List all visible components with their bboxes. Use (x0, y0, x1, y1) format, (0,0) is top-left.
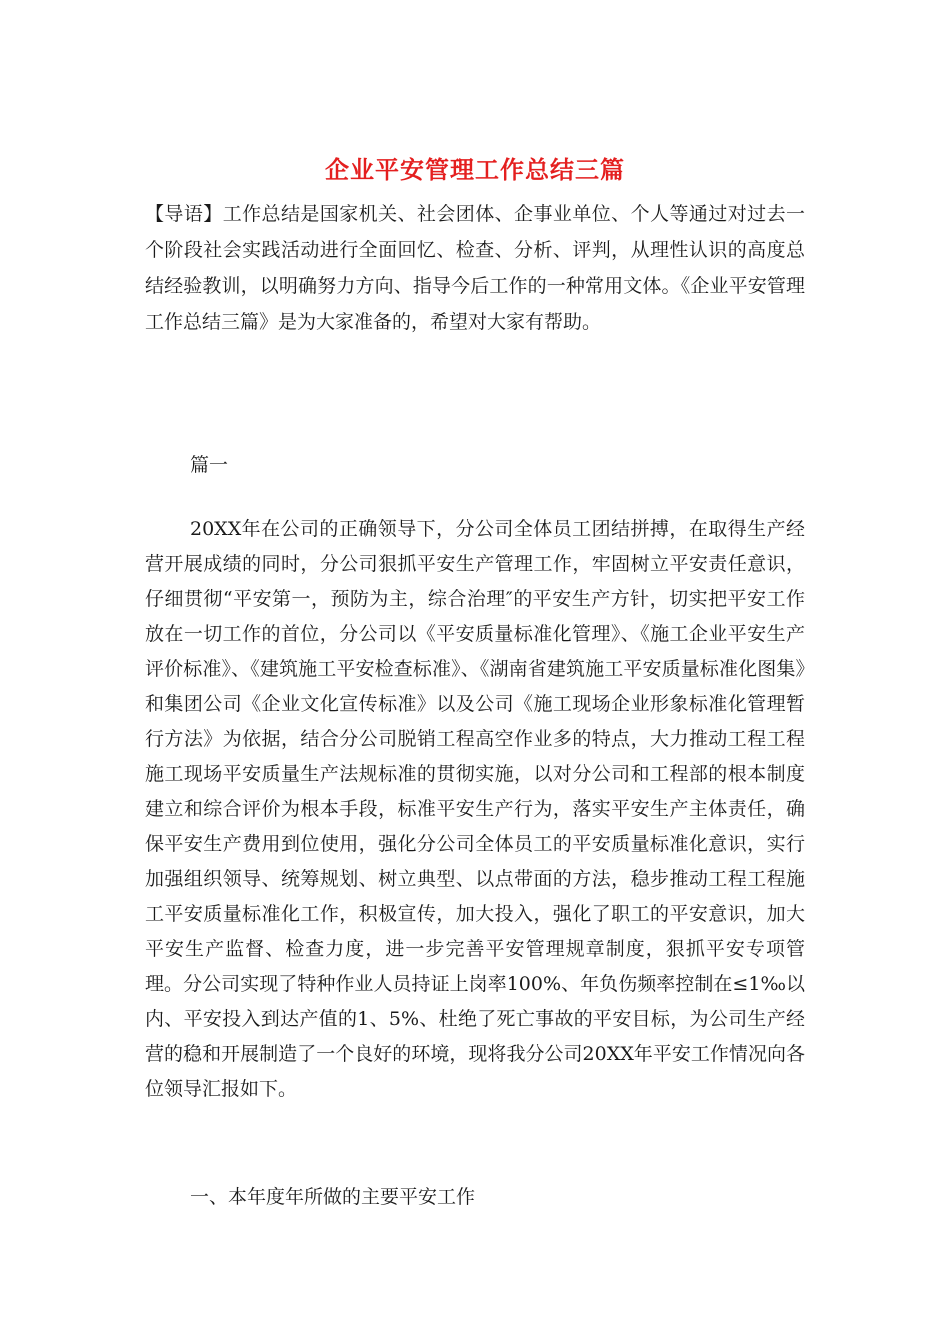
body-paragraph: 20XX年在公司的正确领导下，分公司全体员工团结拼搏，在取得生产经营开展成绩的同时，分公司狠抓平安生产管理工作，牢固树立平安责任意识，仔细贯彻“平安第一，预防为主，综合治理″的平安生产方针，切实把平安工作放在一切工作的首位，分公司以《平安质量标准化管理》、《施工企业平安生产评价标准》、《建筑施工平安检查标准》、《湖南省建筑施工平安质量标准化图集》和集团公司《企业文化宣传标准》以及公司《施工现场企业形象标准化管理暂行方法》为依据，结合分公司脱销工程高空作业多的特点，大力推动工程工程施工现场平安质量生产法规标准的贯彻实施，以对分公司和工程部的根本制度建立和综合评价为根本手段，标准平安生产行为，落实平安生产主体责任，确保平安生产费用到位使用，强化分公司全体员工的平安质量标准化意识，实行加强组织领导、统筹规划、树立典型、以点带面的方法，稳步推动工程工程施工平安质量标准化工作，积极宣传，加大投入，强化了职工的平安意识，加大平安生产监督、检查力度，进一步完善平安管理规章制度，狠抓平安专项管理。分公司实现了特种作业人员持证上岗率100%、年负伤频率控制在≤1‰以内、平安投入到达产值的1、5%、杜绝了死亡事故的平安目标，为公司生产经营的稳和开展制造了一个良好的环境，现将我分公司20XX年平安工作情况向各位领导汇报如下。 (145, 518, 805, 1100)
document-title: 企业平安管理工作总结三篇 (325, 155, 625, 184)
section-label: 篇一 (190, 454, 229, 476)
intro-paragraph: 【导语】工作总结是国家机关、社会团体、企事业单位、个人等通过对过去一个阶段社会实践活动进行全面回忆、检查、分析、评判，从理性认识的高度总结经验教训，以明确努力方向、指导今后工作的一种常用文体。《企业平安管理工作总结三篇》是为大家准备的，希望对大家有帮助。 (145, 203, 805, 333)
sub-heading: 一、本年度年所做的主要平安工作 (190, 1186, 476, 1208)
